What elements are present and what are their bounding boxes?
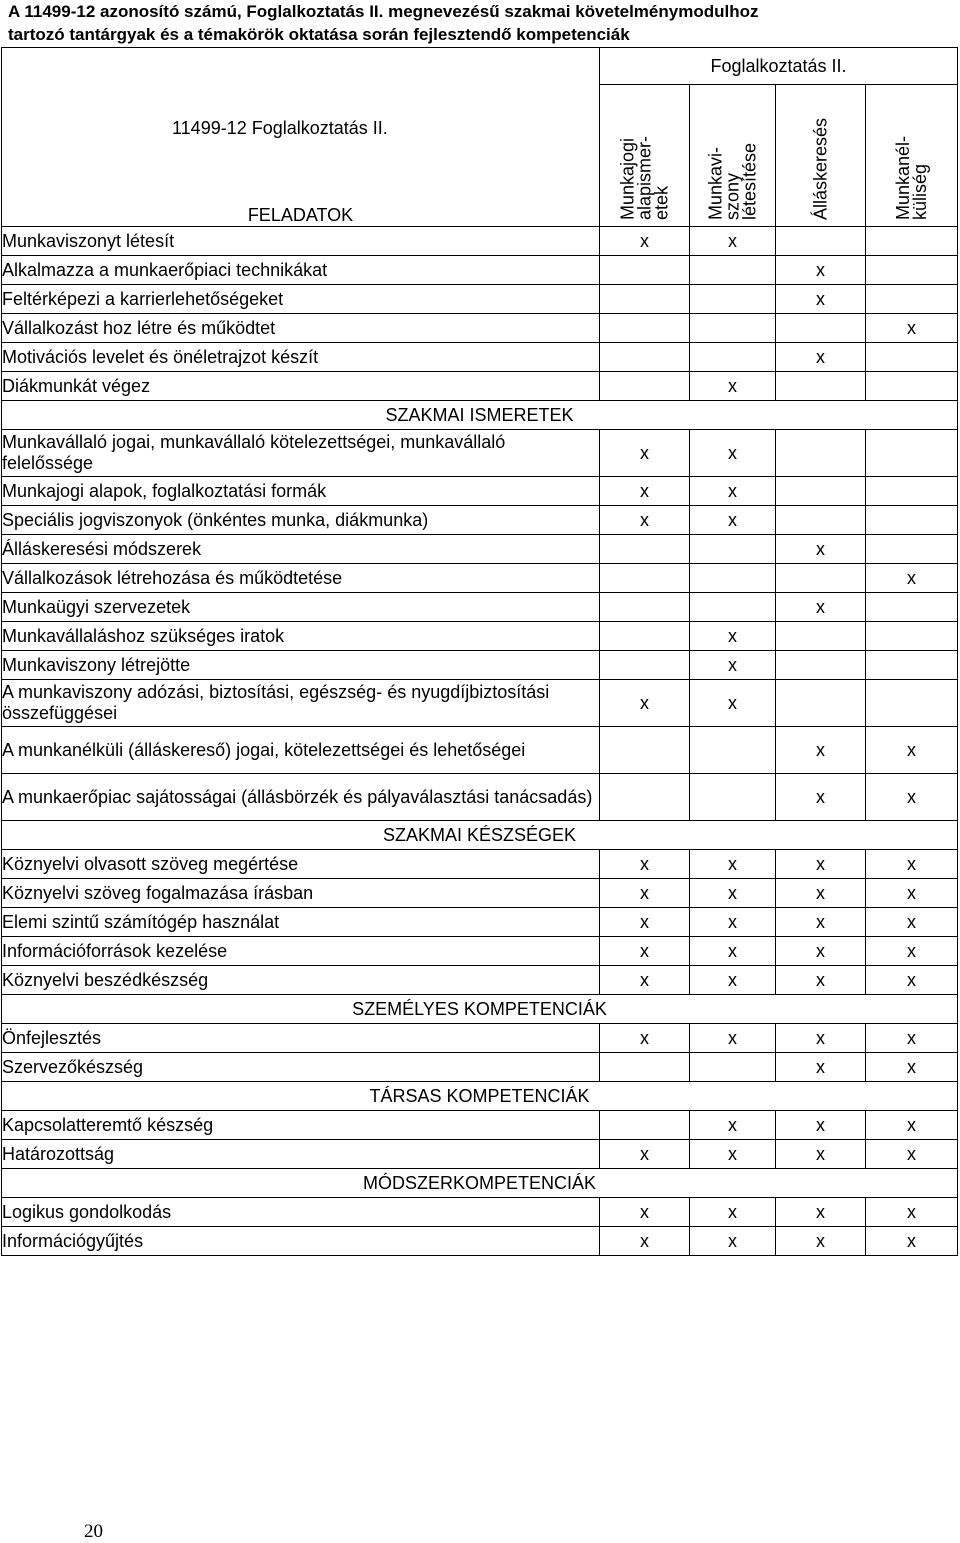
mark-cell [776, 622, 866, 651]
mark-cell: x [866, 1140, 958, 1169]
mark-cell [600, 727, 690, 774]
mark-cell: x [866, 850, 958, 879]
table-row [2, 622, 958, 651]
mark-cell: x [776, 535, 866, 564]
mark-cell: x [776, 937, 866, 966]
mark-cell [600, 622, 690, 651]
row-label: Köznyelvi beszédkészség [2, 966, 600, 995]
mark-cell [690, 256, 776, 285]
table-row [2, 227, 958, 256]
mark-cell [776, 314, 866, 343]
mark-cell [776, 680, 866, 727]
document-title [8, 0, 958, 46]
mark-cell: x [600, 430, 690, 477]
mark-cell [690, 285, 776, 314]
table-row [2, 564, 958, 593]
row-label: Motivációs levelet és önéletrajzot készít [2, 343, 600, 372]
row-label: Határozottság [2, 1140, 600, 1169]
mark-cell [600, 774, 690, 821]
table-row [2, 372, 958, 401]
row-label: Álláskeresési módszerek [2, 535, 600, 564]
mark-cell: x [690, 680, 776, 727]
mark-cell [866, 256, 958, 285]
mark-cell [600, 535, 690, 564]
subject-title: Foglalkoztatás II. [600, 48, 958, 85]
row-label: Szervezőkészség [2, 1053, 600, 1082]
mark-cell: x [690, 430, 776, 477]
row-label: Diákmunkát végez [2, 372, 600, 401]
mark-cell: x [866, 1024, 958, 1053]
mark-cell: x [866, 966, 958, 995]
mark-cell [866, 593, 958, 622]
mark-cell: x [866, 1111, 958, 1140]
mark-cell [866, 506, 958, 535]
mark-cell: x [776, 1024, 866, 1053]
row-label: A munkanélküli (álláskereső) jogai, kötelezettségei és lehetőségei [2, 727, 600, 774]
mark-cell: x [690, 1024, 776, 1053]
mark-cell: x [600, 937, 690, 966]
page-number: 20 [84, 1521, 103, 1542]
table-row [2, 879, 958, 908]
mark-cell: x [866, 937, 958, 966]
mark-cell [776, 506, 866, 535]
row-label: Vállalkozások létrehozása és működtetése [2, 564, 600, 593]
mark-cell [690, 535, 776, 564]
mark-cell [600, 343, 690, 372]
row-label: Vállalkozást hoz létre és működtet [2, 314, 600, 343]
mark-cell [690, 343, 776, 372]
table-row [2, 1140, 958, 1169]
row-label: Alkalmazza a munkaerőpiaci technikákat [2, 256, 600, 285]
table-row [2, 937, 958, 966]
mark-cell [776, 372, 866, 401]
mark-cell: x [690, 227, 776, 256]
mark-cell [776, 430, 866, 477]
mark-cell [866, 651, 958, 680]
mark-cell: x [866, 314, 958, 343]
mark-cell: x [866, 879, 958, 908]
mark-cell: x [866, 1053, 958, 1082]
mark-cell: x [776, 1053, 866, 1082]
mark-cell [690, 314, 776, 343]
mark-cell: x [690, 477, 776, 506]
row-label: Munkavállaló jogai, munkavállaló kötelezettségei, munkavállaló felelőssége [2, 430, 600, 477]
mark-cell [866, 227, 958, 256]
mark-cell: x [776, 727, 866, 774]
mark-cell: x [600, 1227, 690, 1256]
row-label: Információforrások kezelése [2, 937, 600, 966]
mark-cell: x [776, 1111, 866, 1140]
mark-cell: x [690, 1198, 776, 1227]
mark-cell: x [600, 1198, 690, 1227]
mark-cell [690, 774, 776, 821]
mark-cell: x [690, 966, 776, 995]
mark-cell: x [600, 680, 690, 727]
mark-cell: x [866, 727, 958, 774]
row-label: Önfejlesztés [2, 1024, 600, 1053]
table-row [2, 850, 958, 879]
table-row [2, 1227, 958, 1256]
row-label: Feltérképezi a karrierlehetőségeket [2, 285, 600, 314]
table-row [2, 535, 958, 564]
mark-cell: x [600, 908, 690, 937]
table-row [2, 1111, 958, 1140]
mark-cell [690, 727, 776, 774]
section-title: MÓDSZERKOMPETENCIÁK [2, 1169, 958, 1198]
mark-cell [600, 651, 690, 680]
column-header-allaskereses: Álláskeresés [776, 85, 866, 227]
row-label: A munkaviszony adózási, biztosítási, egészség- és nyugdíjbiztosítási összefüggései [2, 680, 600, 727]
mark-cell: x [690, 908, 776, 937]
mark-cell: x [866, 1227, 958, 1256]
mark-cell [600, 372, 690, 401]
row-label: Köznyelvi olvasott szöveg megértése [2, 850, 600, 879]
mark-cell: x [776, 908, 866, 937]
table-row [2, 774, 958, 821]
section-title: SZAKMAI KÉSZSÉGEK [2, 821, 958, 850]
mark-cell [600, 314, 690, 343]
column-header-munkajogi: Munkajogi alapismer- etek [600, 85, 690, 227]
mark-cell: x [600, 1024, 690, 1053]
mark-cell: x [776, 256, 866, 285]
mark-cell: x [600, 850, 690, 879]
mark-cell: x [776, 879, 866, 908]
table-row [2, 256, 958, 285]
mark-cell: x [776, 850, 866, 879]
mark-cell: x [600, 966, 690, 995]
row-label: Köznyelvi szöveg fogalmazása írásban [2, 879, 600, 908]
mark-cell: x [690, 622, 776, 651]
table-row [2, 430, 958, 477]
mark-cell: x [776, 1227, 866, 1256]
mark-cell: x [690, 506, 776, 535]
row-label: Munkavállaláshoz szükséges iratok [2, 622, 600, 651]
module-header-cell [2, 48, 600, 227]
mark-cell: x [690, 879, 776, 908]
mark-cell [866, 430, 958, 477]
row-label: Elemi szintű számítógép használat [2, 908, 600, 937]
mark-cell: x [776, 1140, 866, 1169]
mark-cell [776, 564, 866, 593]
mark-cell: x [866, 1198, 958, 1227]
row-label: Logikus gondolkodás [2, 1198, 600, 1227]
mark-cell: x [690, 1227, 776, 1256]
table-row [2, 1198, 958, 1227]
mark-cell: x [600, 227, 690, 256]
mark-cell [866, 535, 958, 564]
mark-cell [600, 593, 690, 622]
mark-cell: x [690, 1111, 776, 1140]
mark-cell: x [690, 651, 776, 680]
row-label: Munkaviszony létrejötte [2, 651, 600, 680]
mark-cell [866, 285, 958, 314]
table-row [2, 343, 958, 372]
mark-cell [866, 680, 958, 727]
title-line-2: tartozó tantárgyak és a témakörök oktatása során fejlesztendő kompetenciák [8, 25, 630, 44]
table-row [2, 593, 958, 622]
table-row [2, 285, 958, 314]
table-row [2, 680, 958, 727]
mark-cell: x [600, 879, 690, 908]
column-header-munkaviszony: Munkavi- szony létesítése [690, 85, 776, 227]
section-title: TÁRSAS KOMPETENCIÁK [2, 1082, 958, 1111]
table-row [2, 314, 958, 343]
mark-cell: x [690, 850, 776, 879]
table-row [2, 908, 958, 937]
mark-cell: x [776, 343, 866, 372]
row-label: Speciális jogviszonyok (önkéntes munka, diákmunka) [2, 506, 600, 535]
column-header-munkanelkuliseg: Munkanél- küliség [866, 85, 958, 227]
mark-cell [690, 1053, 776, 1082]
row-label: Kapcsolatteremtő készség [2, 1111, 600, 1140]
mark-cell [600, 285, 690, 314]
mark-cell [866, 622, 958, 651]
mark-cell [866, 372, 958, 401]
mark-cell: x [776, 285, 866, 314]
mark-cell: x [600, 506, 690, 535]
mark-cell [600, 564, 690, 593]
module-title: 11499-12 Foglalkoztatás II. [172, 118, 388, 138]
mark-cell: x [690, 1140, 776, 1169]
mark-cell [690, 593, 776, 622]
mark-cell: x [776, 774, 866, 821]
row-label: Munkaügyi szervezetek [2, 593, 600, 622]
table-row [2, 651, 958, 680]
mark-cell [776, 651, 866, 680]
table-row [2, 506, 958, 535]
section-title: SZAKMAI ISMERETEK [2, 401, 958, 430]
table-row [2, 1024, 958, 1053]
mark-cell [776, 227, 866, 256]
mark-cell: x [690, 372, 776, 401]
mark-cell: x [866, 564, 958, 593]
mark-cell: x [776, 966, 866, 995]
mark-cell [600, 1111, 690, 1140]
mark-cell: x [600, 477, 690, 506]
mark-cell: x [600, 1140, 690, 1169]
row-label: Munkajogi alapok, foglalkoztatási formák [2, 477, 600, 506]
mark-cell: x [866, 774, 958, 821]
mark-cell [866, 343, 958, 372]
mark-cell [690, 564, 776, 593]
table-row [2, 966, 958, 995]
mark-cell: x [776, 593, 866, 622]
mark-cell: x [776, 1198, 866, 1227]
title-line-1: A 11499-12 azonosító számú, Foglalkoztatás II. megnevezésű szakmai követelménymodulhoz [8, 2, 759, 21]
section-title: SZEMÉLYES KOMPETENCIÁK [2, 995, 958, 1024]
mark-cell [600, 256, 690, 285]
table-row [2, 477, 958, 506]
mark-cell [600, 1053, 690, 1082]
row-label: Információgyűjtés [2, 1227, 600, 1256]
mark-cell [866, 477, 958, 506]
table-row [2, 727, 958, 774]
mark-cell: x [866, 908, 958, 937]
row-label: A munkaerőpiac sajátosságai (állásbörzék és pályaválasztási tanácsadás) [2, 774, 600, 821]
mark-cell [776, 477, 866, 506]
row-label: Munkaviszonyt létesít [2, 227, 600, 256]
mark-cell: x [690, 937, 776, 966]
section-title-feladatok: FELADATOK [247, 205, 354, 225]
table-row [2, 1053, 958, 1082]
competency-table [1, 47, 958, 1256]
